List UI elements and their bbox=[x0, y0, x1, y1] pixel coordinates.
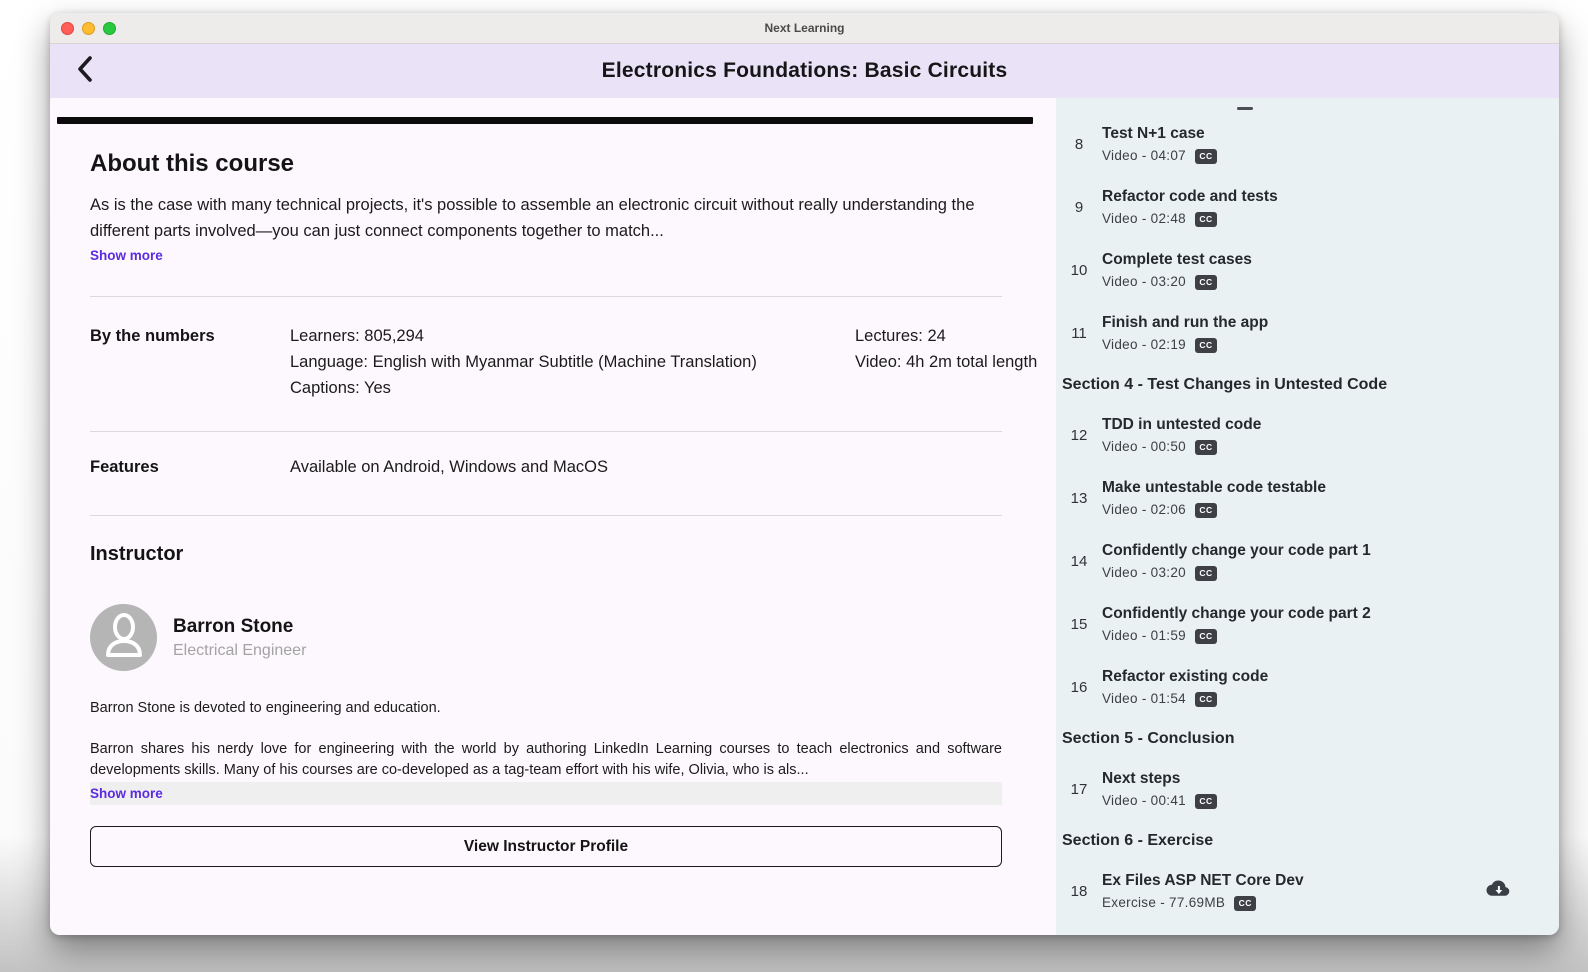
cc-badge-icon: CC bbox=[1234, 896, 1256, 911]
instructor-bio-line2: Barron shares his nerdy love for engineering with the world by authoring LinkedIn Learning courses to teach electronics and software developments skills. Many of his courses are co-developed as a tag-team effort with his wife, Olivia, who is als... bbox=[90, 741, 1002, 778]
person-icon bbox=[104, 613, 144, 662]
lesson-title: Test N+1 case bbox=[1102, 125, 1205, 142]
lesson-row[interactable] bbox=[1056, 414, 1559, 457]
about-show-more-link[interactable]: Show more bbox=[90, 248, 163, 263]
lesson-number: 18 bbox=[1070, 883, 1088, 900]
lesson-title: Confidently change your code part 1 bbox=[1102, 542, 1371, 559]
lesson-number: 8 bbox=[1074, 136, 1084, 153]
section-header: Section 6 - Exercise bbox=[1062, 832, 1214, 849]
cc-badge-icon: CC bbox=[1195, 440, 1217, 455]
stat-lectures: Lectures: 24 bbox=[855, 327, 946, 345]
cloud-download-icon bbox=[1482, 878, 1512, 905]
divider bbox=[90, 296, 1002, 297]
lesson-meta: Video - 02:06 bbox=[1102, 502, 1186, 517]
stats-column-right bbox=[855, 323, 1040, 401]
lesson-meta: Video - 02:48 bbox=[1102, 211, 1186, 226]
lesson-title: Refactor code and tests bbox=[1102, 188, 1278, 205]
divider bbox=[90, 431, 1002, 432]
lesson-meta: Video - 03:20 bbox=[1102, 565, 1186, 580]
titlebar bbox=[50, 13, 1559, 44]
lesson-number: 12 bbox=[1070, 427, 1088, 444]
about-description: As is the case with many technical projects, it's possible to assemble an electronic circuit without really understanding the different parts involved—you can just connect components together to match... bbox=[90, 196, 975, 240]
lesson-title: Ex Files ASP NET Core Dev bbox=[1102, 872, 1304, 889]
lesson-meta: Video - 04:07 bbox=[1102, 148, 1186, 163]
download-button[interactable] bbox=[1482, 877, 1512, 907]
cc-badge-icon: CC bbox=[1195, 794, 1217, 809]
features-section bbox=[90, 458, 1002, 477]
instructor-role: Electrical Engineer bbox=[173, 641, 307, 659]
bio-show-more-band bbox=[90, 782, 1002, 805]
lesson-meta: Video - 01:54 bbox=[1102, 691, 1186, 706]
stats-column-left bbox=[290, 323, 855, 401]
page-title: Electronics Foundations: Basic Circuits bbox=[601, 59, 1008, 82]
app-window bbox=[50, 13, 1559, 935]
lesson-number: 11 bbox=[1071, 325, 1087, 342]
stat-learners: Learners: 805,294 bbox=[290, 327, 424, 345]
about-heading: About this course bbox=[90, 150, 295, 177]
lesson-title: Next steps bbox=[1102, 770, 1181, 787]
bio-show-more-link[interactable]: Show more bbox=[90, 786, 163, 801]
instructor-name: Barron Stone bbox=[173, 615, 294, 637]
lesson-row[interactable] bbox=[1056, 123, 1559, 166]
app-header bbox=[50, 44, 1559, 98]
lesson-title: Refactor existing code bbox=[1102, 668, 1269, 685]
cc-badge-icon: CC bbox=[1195, 212, 1217, 227]
cc-badge-icon: CC bbox=[1195, 566, 1217, 581]
stat-video-length: Video: 4h 2m total length bbox=[855, 353, 1038, 371]
by-the-numbers-section bbox=[90, 323, 1038, 401]
cc-badge-icon: CC bbox=[1195, 692, 1217, 707]
lesson-meta: Video - 02:19 bbox=[1102, 337, 1186, 352]
lesson-meta: Video - 01:59 bbox=[1102, 628, 1186, 643]
content-top-divider bbox=[57, 117, 1033, 124]
by-the-numbers-label: By the numbers bbox=[90, 327, 215, 345]
lesson-row[interactable] bbox=[1056, 477, 1559, 520]
stat-language: Language: English with Myanmar Subtitle (Machine Translation) bbox=[290, 353, 757, 371]
lesson-title: Confidently change your code part 2 bbox=[1102, 605, 1371, 622]
lesson-title: Finish and run the app bbox=[1102, 314, 1269, 331]
instructor-bio-line1: Barron Stone is devoted to engineering and education. bbox=[90, 700, 441, 716]
lesson-meta: Video - 00:50 bbox=[1102, 439, 1186, 454]
cc-badge-icon: CC bbox=[1195, 503, 1217, 518]
view-instructor-profile-button[interactable]: View Instructor Profile bbox=[90, 826, 1002, 867]
course-details-panel bbox=[50, 98, 1056, 935]
partially-scrolled-item-fragment bbox=[1237, 107, 1253, 110]
cc-badge-icon: CC bbox=[1195, 149, 1217, 164]
cc-badge-icon: CC bbox=[1195, 275, 1217, 290]
divider bbox=[90, 515, 1002, 516]
lesson-number: 14 bbox=[1070, 553, 1088, 570]
features-label: Features bbox=[90, 458, 159, 476]
lesson-meta: Video - 00:41 bbox=[1102, 793, 1186, 808]
lesson-row[interactable] bbox=[1056, 870, 1559, 913]
lesson-row[interactable] bbox=[1056, 768, 1559, 811]
lesson-meta: Exercise - 77.69MB bbox=[1102, 895, 1226, 910]
lesson-title: Complete test cases bbox=[1102, 251, 1252, 268]
cc-badge-icon: CC bbox=[1195, 338, 1217, 353]
lesson-row[interactable] bbox=[1056, 540, 1559, 583]
stat-captions: Captions: Yes bbox=[290, 379, 391, 397]
lesson-row[interactable] bbox=[1056, 666, 1559, 709]
instructor-card bbox=[90, 604, 1002, 671]
lesson-row[interactable] bbox=[1056, 312, 1559, 355]
lesson-list bbox=[1056, 123, 1559, 913]
instructor-heading: Instructor bbox=[90, 543, 184, 565]
lesson-number: 16 bbox=[1070, 679, 1088, 696]
lesson-list-sidebar[interactable] bbox=[1056, 98, 1559, 935]
lesson-meta: Video - 03:20 bbox=[1102, 274, 1186, 289]
lesson-title: Make untestable code testable bbox=[1102, 479, 1326, 496]
section-header: Section 4 - Test Changes in Untested Code bbox=[1062, 376, 1388, 393]
lesson-number: 13 bbox=[1070, 490, 1088, 507]
lesson-number: 15 bbox=[1070, 616, 1088, 633]
lesson-number: 9 bbox=[1074, 199, 1084, 216]
lesson-title: TDD in untested code bbox=[1102, 416, 1262, 433]
lesson-row[interactable] bbox=[1056, 249, 1559, 292]
features-value: Available on Android, Windows and MacOS bbox=[290, 458, 608, 476]
lesson-row[interactable] bbox=[1056, 186, 1559, 229]
lesson-row[interactable] bbox=[1056, 603, 1559, 646]
lesson-number: 10 bbox=[1070, 262, 1088, 279]
section-header: Section 5 - Conclusion bbox=[1062, 730, 1235, 747]
window-title: Next Learning bbox=[764, 21, 845, 35]
lesson-number: 17 bbox=[1070, 781, 1088, 798]
avatar bbox=[90, 604, 157, 671]
cc-badge-icon: CC bbox=[1195, 629, 1217, 644]
